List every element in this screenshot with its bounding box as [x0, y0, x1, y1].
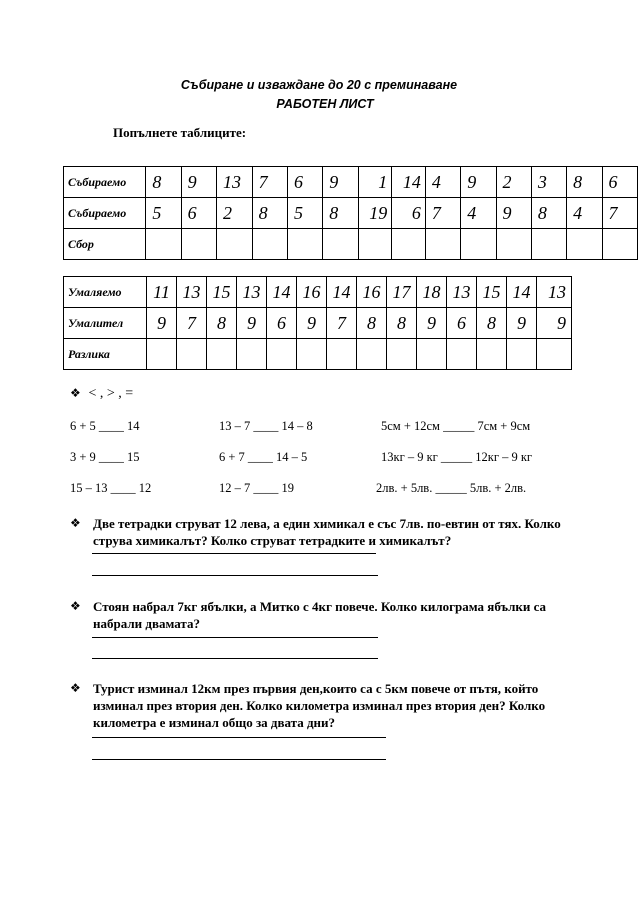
comparison-expression: 6 + 7 ____ 14 – 5: [219, 450, 308, 464]
answer-line[interactable]: [92, 737, 386, 738]
answer-cell[interactable]: [358, 229, 392, 260]
row-label: Сбор: [64, 229, 146, 260]
number-cell: 7: [177, 308, 207, 339]
number-cell: 2: [217, 198, 253, 229]
word-problem-3: [70, 680, 570, 731]
answer-cell[interactable]: [297, 339, 327, 370]
number-cell: 7: [327, 308, 357, 339]
number-cell: 2: [496, 167, 531, 198]
number-cell: 9: [181, 167, 216, 198]
diamond-bullet-icon: ❖: [70, 681, 81, 695]
answer-cell[interactable]: [177, 339, 207, 370]
diamond-bullet-icon: ❖: [70, 516, 81, 530]
number-cell: 8: [531, 198, 566, 229]
addition-table: [63, 166, 638, 260]
answer-cell[interactable]: [207, 339, 237, 370]
number-cell: 9: [496, 198, 531, 229]
row-label: Умалител: [64, 308, 147, 339]
number-cell: 5: [287, 198, 322, 229]
number-cell: 9: [461, 167, 496, 198]
table-row: [64, 339, 572, 370]
number-cell: 8: [477, 308, 507, 339]
number-cell: 8: [567, 167, 602, 198]
answer-line[interactable]: [92, 575, 378, 576]
row-label: Събираемо: [64, 198, 146, 229]
answer-cell[interactable]: [147, 339, 177, 370]
answer-line[interactable]: [92, 759, 386, 760]
comparison-expression: 12 – 7 ____ 19: [219, 481, 294, 495]
comparison-expression: 5см + 12см _____ 7см + 9см: [381, 419, 531, 433]
number-cell: 13: [237, 277, 267, 308]
number-cell: 14: [507, 277, 537, 308]
row-label: Разлика: [64, 339, 147, 370]
answer-cell[interactable]: [392, 229, 426, 260]
number-cell: 8: [207, 308, 237, 339]
number-cell: 11: [147, 277, 177, 308]
problem-text: Турист изминал 12км през първия ден,които са с 5км повече от пътя, който изминал през втория ден. Колко километра изминал през втория ден? Колко километра е изминал общо за двата дни?: [93, 681, 546, 730]
number-cell: 8: [387, 308, 417, 339]
number-cell: 6: [602, 167, 638, 198]
table-row: [64, 198, 638, 229]
number-cell: 9: [323, 167, 358, 198]
comparison-expression: 2лв. + 5лв. _____ 5лв. + 2лв.: [376, 481, 527, 495]
table-row: [64, 229, 638, 260]
number-cell: 8: [252, 198, 287, 229]
answer-cell[interactable]: [252, 229, 287, 260]
number-cell: 3: [531, 167, 566, 198]
number-cell: 8: [323, 198, 358, 229]
number-cell: 9: [417, 308, 447, 339]
row-label: Събираемо: [64, 167, 146, 198]
answer-cell[interactable]: [217, 229, 253, 260]
number-cell: 4: [567, 198, 602, 229]
answer-cell[interactable]: [496, 229, 531, 260]
answer-cell[interactable]: [146, 229, 181, 260]
number-cell: 15: [207, 277, 237, 308]
number-cell: 6: [287, 167, 322, 198]
number-cell: 6: [447, 308, 477, 339]
diamond-bullet-icon: ❖: [70, 599, 81, 613]
number-cell: 18: [417, 277, 447, 308]
answer-cell[interactable]: [477, 339, 507, 370]
answer-cell[interactable]: [425, 229, 460, 260]
problem-text: Стоян набрал 7кг ябълки, а Митко с 4кг повече. Колко килограма ябълки са набрали двамата?: [93, 599, 547, 631]
table-row: [64, 308, 572, 339]
answer-cell[interactable]: [507, 339, 537, 370]
answer-cell[interactable]: [323, 229, 358, 260]
answer-cell[interactable]: [537, 339, 572, 370]
answer-cell[interactable]: [287, 229, 322, 260]
answer-cell[interactable]: [327, 339, 357, 370]
number-cell: 17: [387, 277, 417, 308]
table-row: [64, 277, 572, 308]
worksheet-title: Събиране и изваждане до 20 с преминаване: [180, 78, 458, 92]
instruction-text: Попълнете таблиците:: [113, 125, 247, 140]
answer-cell[interactable]: [181, 229, 216, 260]
problem-text: Две тетрадки струват 12 лева, а един химикал е със 7лв. по-евтин от тях. Колко струва химикалът? Колко струват тетрадките и химикалът?: [93, 516, 561, 548]
number-cell: 14: [392, 167, 426, 198]
comparison-expression: 3 + 9 ____ 15: [70, 450, 140, 464]
number-cell: 5: [146, 198, 181, 229]
answer-cell[interactable]: [237, 339, 267, 370]
diamond-bullet-icon: ❖: [70, 386, 81, 400]
number-cell: 9: [237, 308, 267, 339]
number-cell: 6: [181, 198, 216, 229]
number-cell: 7: [252, 167, 287, 198]
number-cell: 6: [392, 198, 426, 229]
table-row: [64, 167, 638, 198]
number-cell: 16: [297, 277, 327, 308]
word-problem-1: [70, 515, 570, 549]
answer-line[interactable]: [92, 637, 378, 638]
answer-line[interactable]: [92, 658, 378, 659]
answer-cell[interactable]: [447, 339, 477, 370]
answer-cell[interactable]: [387, 339, 417, 370]
number-cell: 1: [358, 167, 392, 198]
number-cell: 9: [507, 308, 537, 339]
number-cell: 4: [461, 198, 496, 229]
worksheet-subtitle: РАБОТЕН ЛИСТ: [276, 97, 374, 111]
answer-cell[interactable]: [357, 339, 387, 370]
number-cell: 6: [267, 308, 297, 339]
number-cell: 19: [358, 198, 392, 229]
comparison-expression: 6 + 5 ____ 14: [70, 419, 140, 433]
number-cell: 14: [267, 277, 297, 308]
number-cell: 7: [602, 198, 638, 229]
number-cell: 13: [177, 277, 207, 308]
number-cell: 4: [425, 167, 460, 198]
number-cell: 8: [146, 167, 181, 198]
number-cell: 16: [357, 277, 387, 308]
number-cell: 7: [425, 198, 460, 229]
number-cell: 15: [477, 277, 507, 308]
comparison-signs: < , > , =: [88, 386, 134, 401]
subtraction-table: [63, 276, 572, 370]
comparison-heading: [70, 386, 133, 402]
word-problem-2: [70, 598, 570, 632]
answer-cell[interactable]: [417, 339, 447, 370]
answer-line[interactable]: [92, 553, 376, 554]
number-cell: 13: [447, 277, 477, 308]
number-cell: 14: [327, 277, 357, 308]
comparison-expression: 15 – 13 ____ 12: [70, 481, 152, 495]
number-cell: 9: [297, 308, 327, 339]
number-cell: 8: [357, 308, 387, 339]
answer-cell[interactable]: [531, 229, 566, 260]
number-cell: 13: [217, 167, 253, 198]
comparison-expression: 13кг – 9 кг _____ 12кг – 9 кг: [381, 450, 533, 464]
answer-cell[interactable]: [267, 339, 297, 370]
row-label: Умаляемо: [64, 277, 147, 308]
answer-cell[interactable]: [567, 229, 602, 260]
number-cell: 13: [537, 277, 572, 308]
number-cell: 9: [537, 308, 572, 339]
comparison-expression: 13 – 7 ____ 14 – 8: [219, 419, 313, 433]
answer-cell[interactable]: [461, 229, 496, 260]
answer-cell[interactable]: [602, 229, 638, 260]
number-cell: 9: [147, 308, 177, 339]
